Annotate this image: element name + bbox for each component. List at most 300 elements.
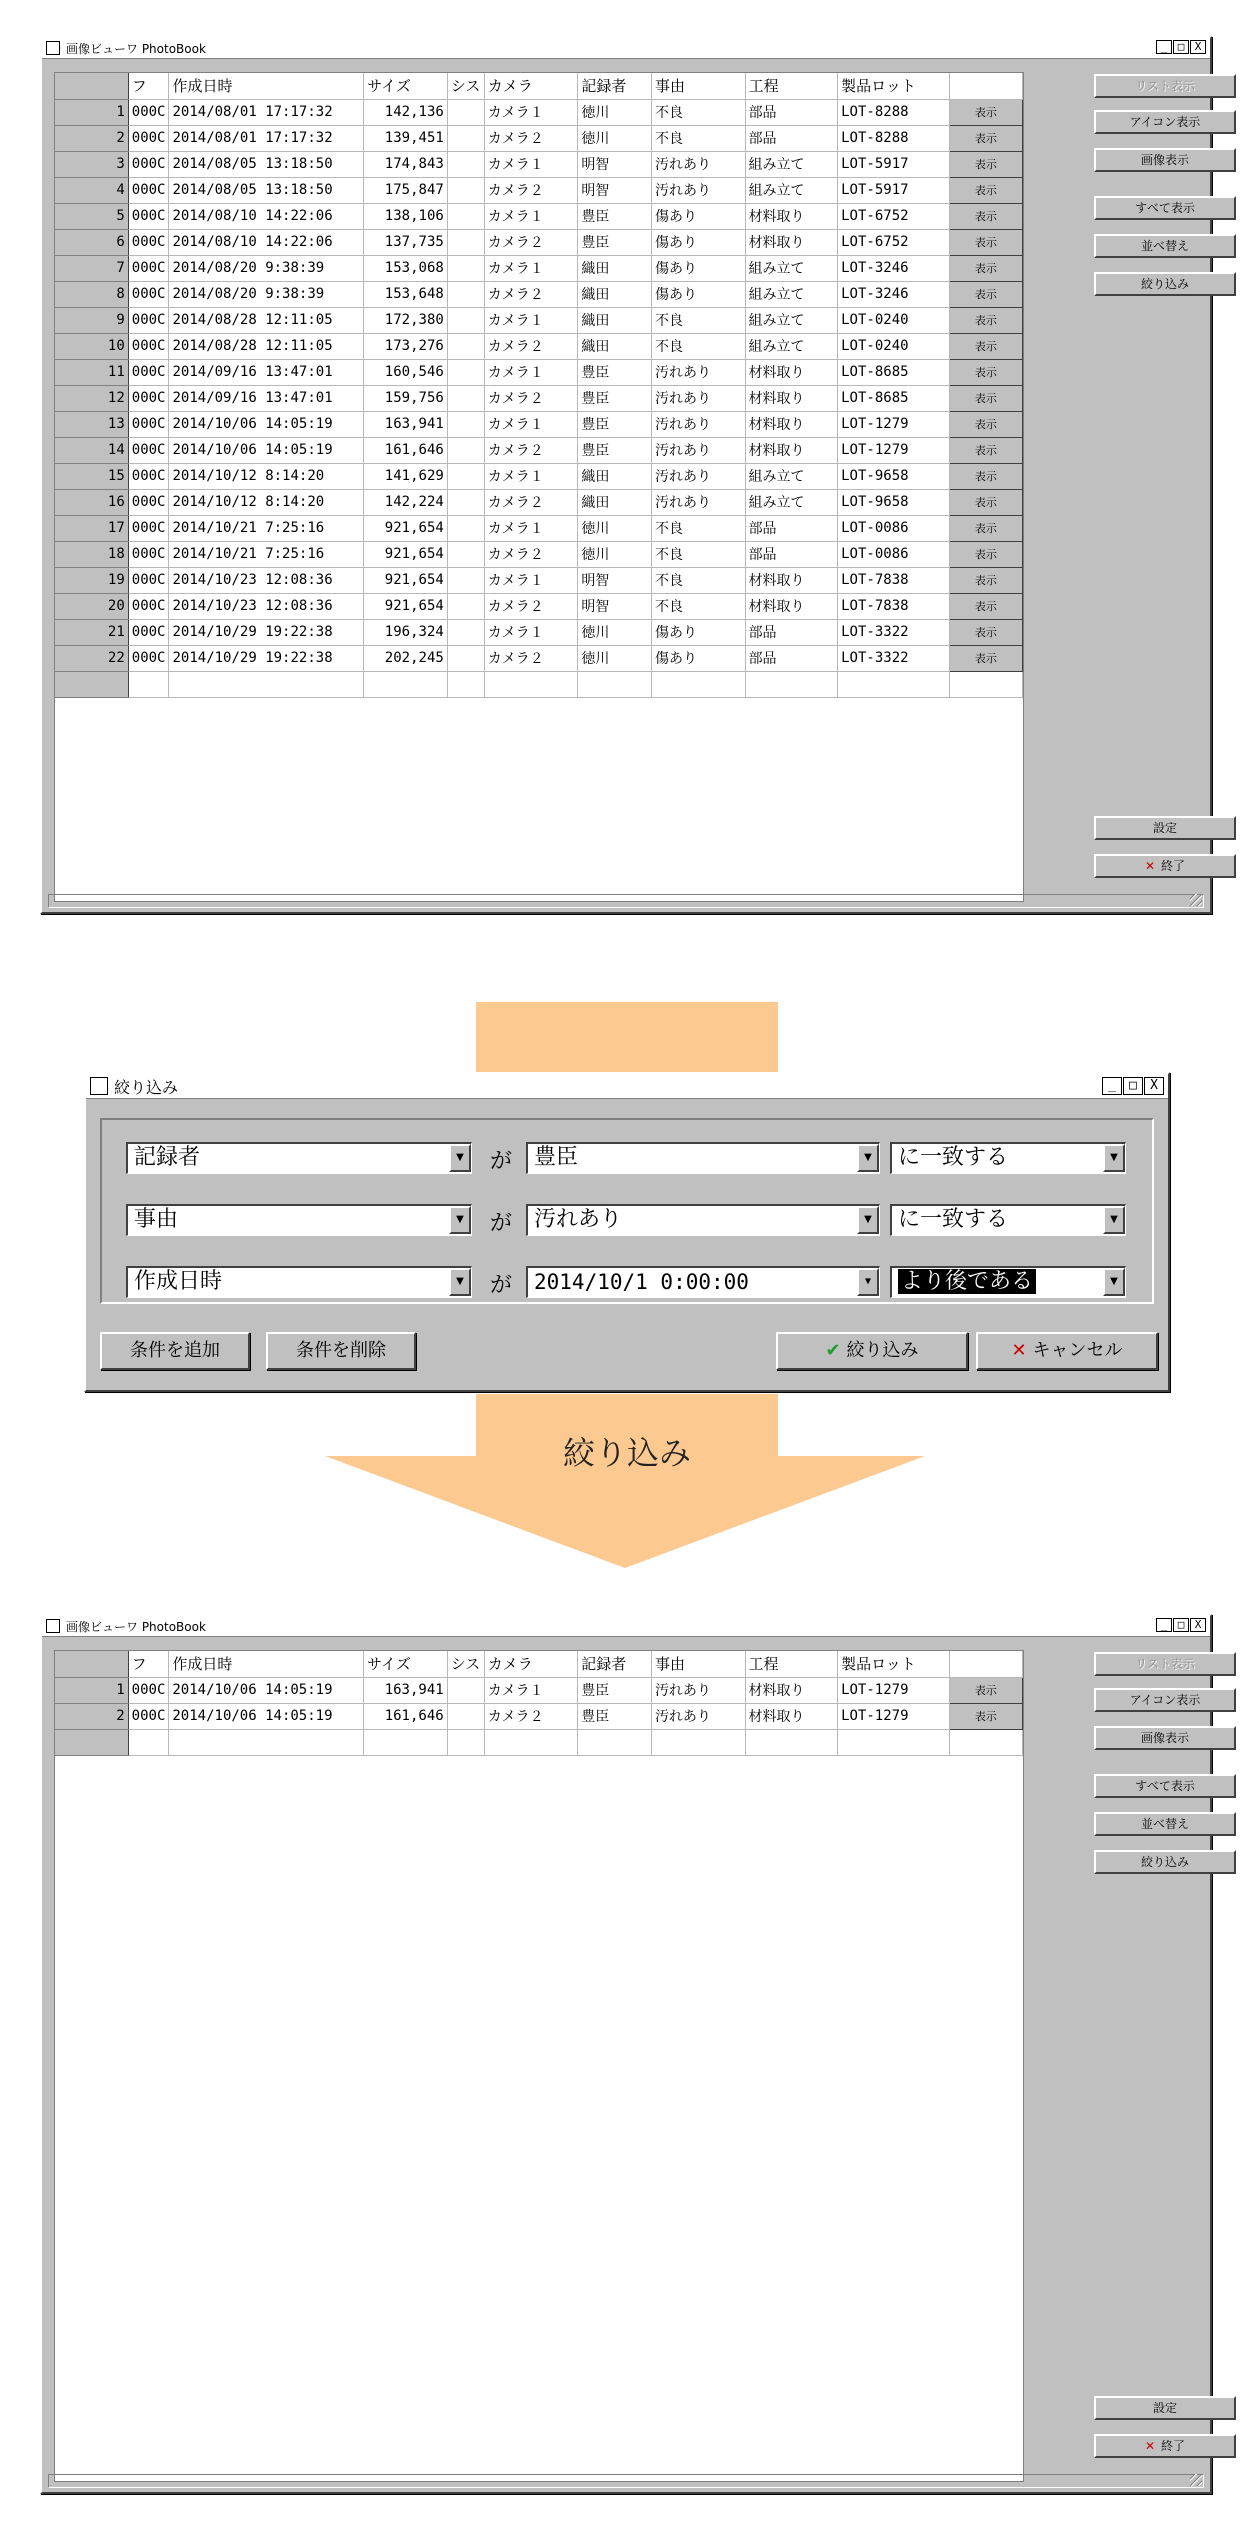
app-icon	[46, 1619, 60, 1633]
remove-condition-button[interactable]: 条件を削除	[266, 1332, 416, 1370]
row-number[interactable]: 3	[55, 151, 128, 177]
reason-cell: 不良	[652, 593, 746, 619]
camera-cell: カメラ１	[484, 411, 578, 437]
condition-2-value-select[interactable]	[526, 1204, 880, 1236]
dropdown-arrow-icon[interactable]: ▼	[1103, 1206, 1125, 1234]
close-button[interactable]: X	[1190, 40, 1206, 54]
file-col-header[interactable]: フ	[128, 1651, 169, 1677]
reason-col-header[interactable]: 事由	[652, 73, 746, 99]
dialog-close-button[interactable]: X	[1144, 1077, 1164, 1095]
show-button[interactable]: 表示	[949, 177, 1022, 203]
row-number[interactable]: 6	[55, 229, 128, 255]
size-cell: 138,106	[364, 203, 448, 229]
recorder-cell: 織田	[578, 281, 652, 307]
show-button[interactable]: 表示	[949, 515, 1022, 541]
condition-1-operator-select[interactable]	[890, 1142, 1126, 1174]
window-title: 画像ビューワ PhotoBook	[66, 1619, 206, 1634]
reason-cell: 傷あり	[652, 619, 746, 645]
process-cell: 部品	[745, 541, 838, 567]
size-cell: 141,629	[364, 463, 448, 489]
process-cell: 材料取り	[745, 411, 838, 437]
camera-cell: カメラ１	[484, 515, 578, 541]
condition-2-value-text: 汚れあり	[534, 1207, 623, 1232]
dropdown-arrow-icon[interactable]: ▼	[857, 1144, 879, 1172]
lot-cell: LOT-5917	[838, 151, 950, 177]
condition-2-field-value: 事由	[134, 1207, 179, 1232]
maximize-button[interactable]: □	[1173, 40, 1189, 54]
lot-cell: LOT-7838	[838, 567, 950, 593]
reason-cell: 汚れあり	[652, 385, 746, 411]
file-cell: 000C	[128, 463, 169, 489]
condition-2-operator-select[interactable]	[890, 1204, 1126, 1236]
empty-cell[interactable]	[484, 1729, 578, 1755]
row-number[interactable]	[55, 671, 128, 697]
recorder-cell: 織田	[578, 333, 652, 359]
created-cell: 2014/08/10 14:22:06	[169, 229, 364, 255]
dropdown-arrow-icon[interactable]: ▼	[449, 1206, 471, 1234]
empty-row[interactable]	[55, 1729, 1023, 1755]
show-button[interactable]: 表示	[949, 385, 1022, 411]
lot-cell: LOT-0240	[838, 333, 950, 359]
row-number[interactable]: 10	[55, 333, 128, 359]
row-number[interactable]	[55, 1729, 128, 1755]
recorder-cell: 豊臣	[578, 203, 652, 229]
reason-cell: 汚れあり	[652, 359, 746, 385]
sort-button[interactable]: 並べ替え	[1094, 1812, 1236, 1836]
empty-cell[interactable]	[949, 1729, 1022, 1755]
recorder-cell: 織田	[578, 489, 652, 515]
show-button[interactable]: 表示	[949, 411, 1022, 437]
table-row[interactable]	[55, 359, 1023, 385]
table-row[interactable]	[55, 619, 1023, 645]
row-number[interactable]: 1	[55, 1677, 128, 1703]
file-cell: 000C	[128, 1703, 169, 1729]
empty-cell[interactable]	[447, 1729, 484, 1755]
reason-cell: 汚れあり	[652, 463, 746, 489]
process-cell: 材料取り	[745, 229, 838, 255]
show-button[interactable]: 表示	[949, 359, 1022, 385]
file-col-header[interactable]: フ	[128, 73, 169, 99]
action-col-header[interactable]	[949, 1651, 1022, 1677]
table-row[interactable]	[55, 567, 1023, 593]
condition-3-field-select[interactable]	[126, 1266, 472, 1298]
system-cell	[447, 229, 484, 255]
condition-2-field-select[interactable]	[126, 1204, 472, 1236]
table-row[interactable]	[55, 411, 1023, 437]
table-row[interactable]	[55, 281, 1023, 307]
lot-cell: LOT-9658	[838, 463, 950, 489]
exit-button[interactable]	[1094, 2434, 1236, 2458]
cancel-label: キャンセル	[1032, 1340, 1123, 1361]
empty-cell[interactable]	[578, 1729, 652, 1755]
table-row[interactable]	[55, 645, 1023, 671]
show-button[interactable]: 表示	[949, 333, 1022, 359]
file-cell: 000C	[128, 177, 169, 203]
camera-cell: カメラ１	[484, 619, 578, 645]
camera-cell: カメラ２	[484, 1703, 578, 1729]
size-col-header[interactable]: サイズ	[363, 1651, 447, 1677]
row-number[interactable]: 16	[55, 489, 128, 515]
created-cell: 2014/10/06 14:05:19	[169, 1677, 364, 1703]
size-cell: 142,224	[364, 489, 448, 515]
size-cell: 161,646	[363, 1703, 447, 1729]
empty-cell[interactable]	[447, 671, 484, 697]
table-row[interactable]	[55, 151, 1023, 177]
table-row[interactable]	[55, 385, 1023, 411]
system-cell	[447, 125, 484, 151]
file-cell: 000C	[128, 333, 169, 359]
camera-cell: カメラ１	[484, 255, 578, 281]
reason-cell: 不良	[652, 541, 746, 567]
process-cell: 組み立て	[745, 333, 838, 359]
lot-cell: LOT-5917	[838, 177, 950, 203]
filter-dialog	[84, 1072, 1170, 1392]
empty-cell[interactable]	[949, 671, 1022, 697]
table-row[interactable]	[55, 593, 1023, 619]
empty-cell[interactable]	[578, 671, 652, 697]
show-button[interactable]: 表示	[949, 1703, 1022, 1729]
row-number[interactable]: 21	[55, 619, 128, 645]
recorder-cell: 豊臣	[578, 437, 652, 463]
recorder-cell: 徳川	[578, 541, 652, 567]
row-number[interactable]: 4	[55, 177, 128, 203]
table-row[interactable]	[55, 255, 1023, 281]
close-button[interactable]: X	[1190, 1618, 1206, 1632]
show-all-button[interactable]: すべて表示	[1094, 1774, 1236, 1798]
show-button[interactable]: 表示	[949, 151, 1022, 177]
camera-cell: カメラ２	[484, 541, 578, 567]
flow-arrow-shaft-top	[476, 1002, 778, 1078]
window-title: 画像ビューワ PhotoBook	[66, 41, 206, 56]
condition-2-operator-value: に一致する	[898, 1207, 1009, 1232]
dropdown-arrow-icon[interactable]: ▼	[857, 1206, 879, 1234]
row-number[interactable]: 20	[55, 593, 128, 619]
file-cell: 000C	[128, 203, 169, 229]
table-row[interactable]	[55, 333, 1023, 359]
file-cell: 000C	[128, 593, 169, 619]
show-button[interactable]: 表示	[949, 281, 1022, 307]
resize-grip-icon[interactable]	[1190, 2474, 1202, 2486]
process-cell: 部品	[745, 125, 838, 151]
show-button[interactable]: 表示	[949, 437, 1022, 463]
show-button[interactable]: 表示	[949, 125, 1022, 151]
camera-cell: カメラ１	[484, 1677, 578, 1703]
system-cell	[447, 411, 484, 437]
process-cell: 材料取り	[745, 567, 838, 593]
dialog-maximize-button[interactable]: □	[1123, 1077, 1143, 1095]
camera-cell: カメラ２	[484, 125, 578, 151]
cancel-button[interactable]	[976, 1332, 1158, 1370]
show-button[interactable]: 表示	[949, 645, 1022, 671]
row-number[interactable]: 12	[55, 385, 128, 411]
file-cell: 000C	[128, 411, 169, 437]
row-number[interactable]: 22	[55, 645, 128, 671]
condition-3-value-select[interactable]	[526, 1266, 880, 1298]
file-cell: 000C	[128, 359, 169, 385]
exit-label: 終了	[1161, 859, 1186, 873]
show-button[interactable]: 表示	[949, 463, 1022, 489]
table-row[interactable]	[55, 541, 1023, 567]
empty-cell[interactable]	[745, 671, 838, 697]
show-button[interactable]: 表示	[949, 593, 1022, 619]
table-row[interactable]	[55, 1703, 1023, 1729]
main-window-after	[40, 1614, 1212, 2494]
minimize-button[interactable]: _	[1156, 40, 1172, 54]
action-col-header[interactable]	[949, 73, 1022, 99]
lot-cell: LOT-0240	[838, 307, 950, 333]
table-row[interactable]	[55, 437, 1023, 463]
system-col-header[interactable]: シス	[447, 1651, 484, 1677]
lot-cell: LOT-0086	[838, 515, 950, 541]
table-row[interactable]	[55, 307, 1023, 333]
lot-cell: LOT-1279	[838, 411, 950, 437]
file-cell: 000C	[128, 567, 169, 593]
status-bar	[48, 894, 1204, 908]
lot-col-header[interactable]: 製品ロット	[838, 73, 950, 99]
system-cell	[447, 1703, 484, 1729]
empty-cell[interactable]	[169, 671, 364, 697]
file-cell: 000C	[128, 645, 169, 671]
file-cell: 000C	[128, 255, 169, 281]
row-number[interactable]: 19	[55, 567, 128, 593]
file-cell: 000C	[128, 541, 169, 567]
maximize-button[interactable]: □	[1173, 1618, 1189, 1632]
show-button[interactable]: 表示	[949, 203, 1022, 229]
camera-cell: カメラ２	[484, 645, 578, 671]
table-row[interactable]	[55, 125, 1023, 151]
recorder-cell: 明智	[578, 567, 652, 593]
show-button[interactable]: 表示	[949, 229, 1022, 255]
file-cell: 000C	[128, 281, 169, 307]
table-row[interactable]	[55, 203, 1023, 229]
icon-view-button[interactable]: アイコン表示	[1094, 1688, 1236, 1712]
system-cell	[447, 1677, 484, 1703]
recorder-cell: 織田	[578, 255, 652, 281]
row-number-header[interactable]	[55, 1651, 128, 1677]
recorder-cell: 豊臣	[578, 359, 652, 385]
lot-cell: LOT-6752	[838, 229, 950, 255]
condition-1-value-text: 豊臣	[534, 1145, 579, 1170]
empty-cell[interactable]	[364, 671, 448, 697]
created-cell: 2014/08/28 12:11:05	[169, 307, 364, 333]
show-button[interactable]: 表示	[949, 567, 1022, 593]
condition-1-value-select[interactable]	[526, 1142, 880, 1174]
table-row[interactable]	[55, 463, 1023, 489]
row-number[interactable]: 14	[55, 437, 128, 463]
recorder-cell: 明智	[578, 177, 652, 203]
size-cell: 163,941	[363, 1677, 447, 1703]
lot-cell: LOT-1279	[838, 1677, 950, 1703]
recorder-cell: 徳川	[578, 515, 652, 541]
empty-cell[interactable]	[651, 1729, 745, 1755]
reason-col-header[interactable]: 事由	[651, 1651, 745, 1677]
size-cell: 921,654	[364, 515, 448, 541]
row-number[interactable]: 5	[55, 203, 128, 229]
size-cell: 153,068	[364, 255, 448, 281]
camera-cell: カメラ１	[484, 151, 578, 177]
recorder-cell: 織田	[578, 307, 652, 333]
size-cell: 174,843	[364, 151, 448, 177]
icon-view-button[interactable]: アイコン表示	[1094, 110, 1236, 134]
sort-button[interactable]: 並べ替え	[1094, 234, 1236, 258]
condition-1-operator-value: に一致する	[898, 1145, 1009, 1170]
minimize-button[interactable]: _	[1156, 1618, 1172, 1632]
recorder-cell: 豊臣	[578, 229, 652, 255]
image-view-button[interactable]: 画像表示	[1094, 148, 1236, 172]
empty-cell[interactable]	[838, 671, 950, 697]
row-number[interactable]: 2	[55, 1703, 128, 1729]
empty-cell[interactable]	[652, 671, 746, 697]
main-window-before	[40, 36, 1212, 914]
process-col-header[interactable]: 工程	[745, 1651, 838, 1677]
file-cell: 000C	[128, 229, 169, 255]
camera-cell: カメラ１	[484, 567, 578, 593]
created-cell: 2014/10/23 12:08:36	[169, 593, 364, 619]
show-button[interactable]: 表示	[949, 619, 1022, 645]
created-col-header[interactable]: 作成日時	[169, 1651, 364, 1677]
system-cell	[447, 437, 484, 463]
lot-cell: LOT-8288	[838, 125, 950, 151]
show-button[interactable]: 表示	[949, 307, 1022, 333]
table-row[interactable]	[55, 515, 1023, 541]
lot-cell: LOT-3246	[838, 281, 950, 307]
row-number[interactable]: 7	[55, 255, 128, 281]
empty-cell[interactable]	[128, 671, 169, 697]
settings-button[interactable]: 設定	[1094, 2396, 1236, 2420]
status-bar	[48, 2474, 1204, 2488]
show-button[interactable]: 表示	[949, 1677, 1022, 1703]
recorder-col-header[interactable]: 記録者	[578, 1651, 652, 1677]
size-cell: 163,941	[364, 411, 448, 437]
size-cell: 202,245	[364, 645, 448, 671]
created-cell: 2014/10/06 14:05:19	[169, 411, 364, 437]
row-number[interactable]: 17	[55, 515, 128, 541]
row-number[interactable]: 18	[55, 541, 128, 567]
row-number[interactable]: 1	[55, 99, 128, 125]
created-cell: 2014/10/06 14:05:19	[169, 1703, 364, 1729]
checkmark-icon: ✔	[825, 1340, 841, 1361]
process-cell: 部品	[745, 645, 838, 671]
reason-cell: 不良	[652, 307, 746, 333]
add-condition-button[interactable]: 条件を追加	[100, 1332, 250, 1370]
close-x-icon: ✕	[1144, 2439, 1156, 2453]
process-cell: 材料取り	[745, 437, 838, 463]
camera-col-header[interactable]: カメラ	[484, 73, 578, 99]
process-col-header[interactable]: 工程	[745, 73, 838, 99]
condition-1-field-select[interactable]	[126, 1142, 472, 1174]
created-col-header[interactable]: 作成日時	[169, 73, 364, 99]
file-cell: 000C	[128, 619, 169, 645]
show-all-button[interactable]: すべて表示	[1094, 196, 1236, 220]
system-cell	[447, 385, 484, 411]
empty-cell[interactable]	[484, 671, 578, 697]
empty-cell[interactable]	[745, 1729, 838, 1755]
show-button[interactable]: 表示	[949, 489, 1022, 515]
size-col-header[interactable]: サイズ	[364, 73, 448, 99]
system-col-header[interactable]: シス	[447, 73, 484, 99]
filter-button[interactable]: 絞り込み	[1094, 272, 1236, 296]
table-row[interactable]	[55, 1677, 1023, 1703]
settings-button[interactable]: 設定	[1094, 816, 1236, 840]
condition-1-connector: が	[490, 1149, 513, 1174]
dialog-minimize-button[interactable]: _	[1102, 1077, 1122, 1095]
recorder-cell: 豊臣	[578, 1703, 652, 1729]
show-button[interactable]: 表示	[949, 541, 1022, 567]
process-cell: 組み立て	[745, 463, 838, 489]
table-row[interactable]	[55, 99, 1023, 125]
row-number[interactable]: 2	[55, 125, 128, 151]
table-row[interactable]	[55, 177, 1023, 203]
recorder-col-header[interactable]: 記録者	[578, 73, 652, 99]
exit-button[interactable]	[1094, 854, 1236, 878]
photo-grid-filtered[interactable]	[54, 1650, 1024, 2482]
resize-grip-icon[interactable]	[1190, 894, 1202, 906]
camera-cell: カメラ１	[484, 359, 578, 385]
table-row[interactable]	[55, 489, 1023, 515]
row-number-header[interactable]	[55, 73, 128, 99]
empty-cell[interactable]	[128, 1729, 169, 1755]
filter-button[interactable]: 絞り込み	[1094, 1850, 1236, 1874]
created-cell: 2014/10/12 8:14:20	[169, 463, 364, 489]
empty-cell[interactable]	[169, 1729, 364, 1755]
file-cell: 000C	[128, 385, 169, 411]
size-cell: 175,847	[364, 177, 448, 203]
camera-col-header[interactable]: カメラ	[484, 1651, 578, 1677]
system-cell	[447, 177, 484, 203]
show-button[interactable]: 表示	[949, 99, 1022, 125]
dropdown-arrow-icon[interactable]: ▼	[449, 1268, 471, 1296]
close-x-icon: ✕	[1011, 1340, 1027, 1361]
row-number[interactable]: 13	[55, 411, 128, 437]
dropdown-arrow-icon[interactable]: ▼	[449, 1144, 471, 1172]
size-cell: 921,654	[364, 541, 448, 567]
system-cell	[447, 281, 484, 307]
empty-row[interactable]	[55, 671, 1023, 697]
lot-cell: LOT-3322	[838, 645, 950, 671]
file-cell: 000C	[128, 1677, 169, 1703]
image-view-button[interactable]: 画像表示	[1094, 1726, 1236, 1750]
photo-grid[interactable]	[54, 72, 1024, 902]
condition-1-field-value: 記録者	[134, 1145, 201, 1170]
row-number[interactable]: 9	[55, 307, 128, 333]
empty-cell[interactable]	[838, 1729, 950, 1755]
row-number[interactable]: 15	[55, 463, 128, 489]
process-cell: 組み立て	[745, 489, 838, 515]
dropdown-arrow-icon[interactable]: ▼	[857, 1268, 879, 1296]
row-number[interactable]: 8	[55, 281, 128, 307]
list-view-button[interactable]: リスト表示	[1094, 74, 1236, 98]
dropdown-arrow-icon[interactable]: ▼	[1103, 1144, 1125, 1172]
reason-cell: 不良	[652, 125, 746, 151]
recorder-cell: 豊臣	[578, 1677, 652, 1703]
apply-filter-button[interactable]	[776, 1332, 968, 1370]
list-view-button[interactable]: リスト表示	[1094, 1652, 1236, 1676]
empty-cell[interactable]	[363, 1729, 447, 1755]
process-cell: 組み立て	[745, 255, 838, 281]
camera-cell: カメラ２	[484, 333, 578, 359]
dropdown-arrow-icon[interactable]: ▼	[1103, 1268, 1125, 1296]
table-row[interactable]	[55, 229, 1023, 255]
show-button[interactable]: 表示	[949, 255, 1022, 281]
size-cell: 139,451	[364, 125, 448, 151]
system-cell	[447, 593, 484, 619]
camera-cell: カメラ１	[484, 99, 578, 125]
file-cell: 000C	[128, 437, 169, 463]
lot-col-header[interactable]: 製品ロット	[838, 1651, 950, 1677]
row-number[interactable]: 11	[55, 359, 128, 385]
condition-3-operator-select[interactable]	[890, 1266, 1126, 1298]
reason-cell: 不良	[652, 567, 746, 593]
